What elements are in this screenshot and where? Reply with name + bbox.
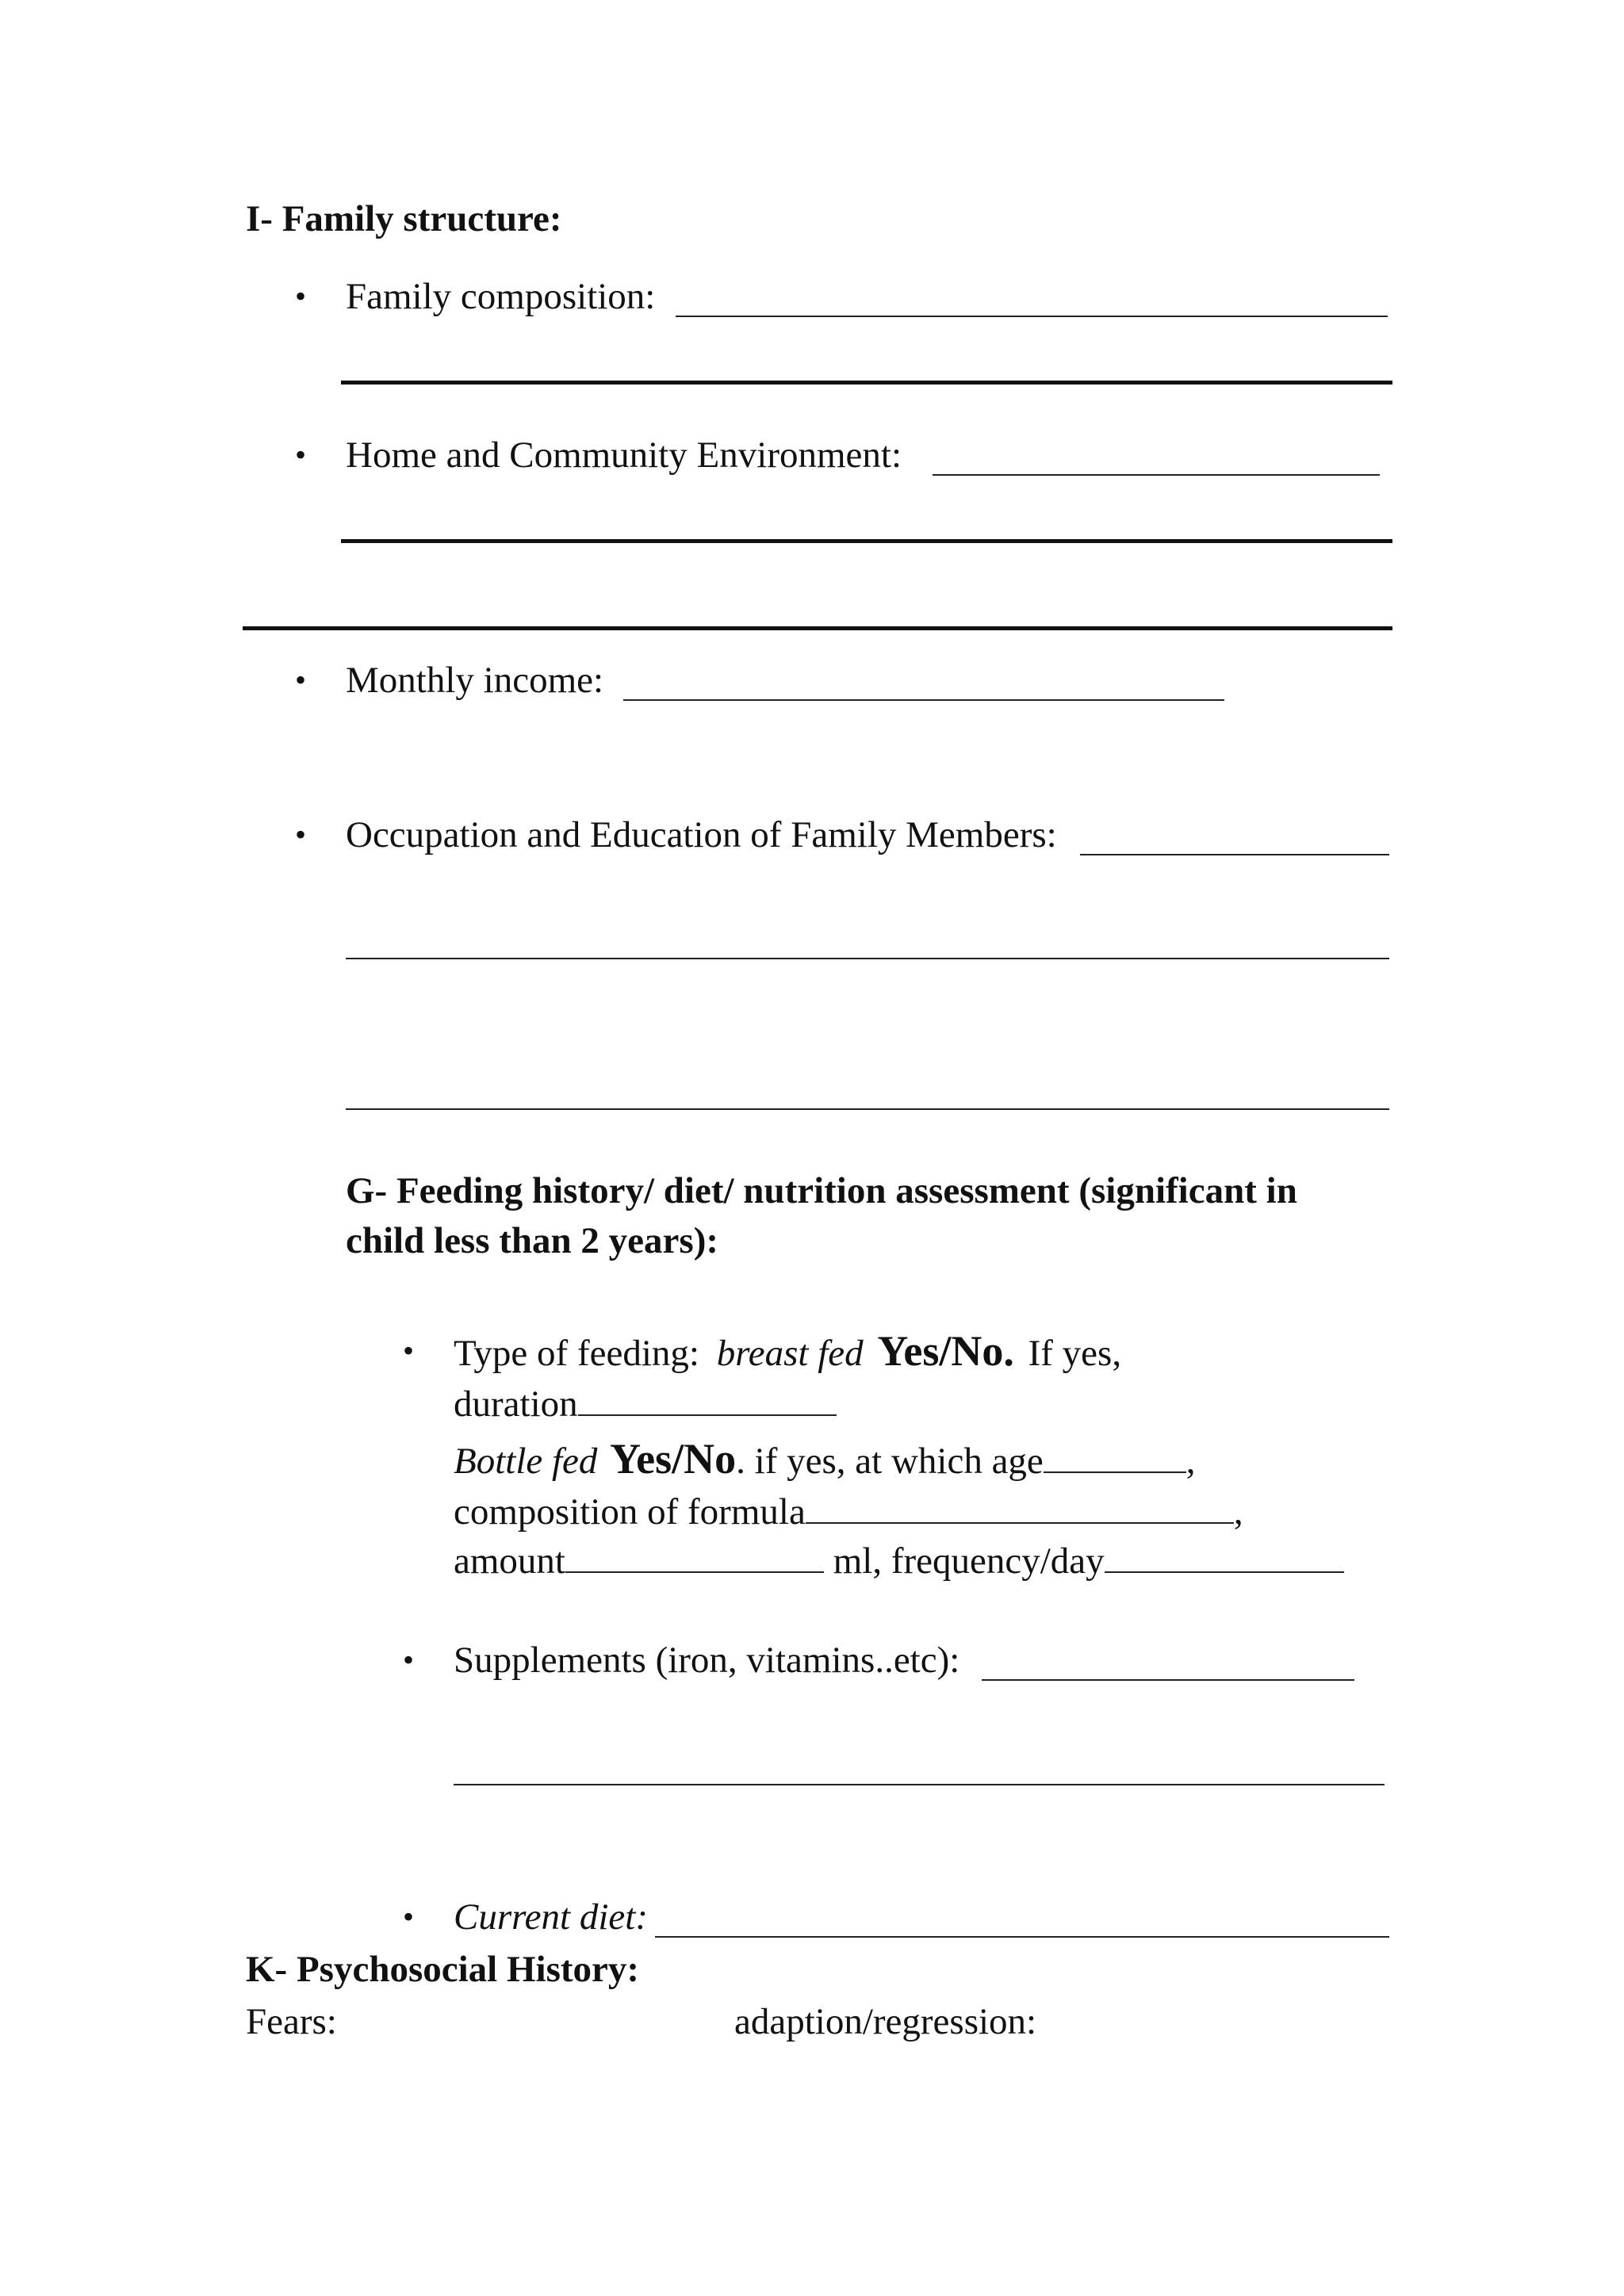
- occupation-label: Occupation and Education of Family Members:: [346, 814, 1057, 855]
- age-field[interactable]: [1044, 1437, 1186, 1473]
- if-yes-label: If yes,: [1028, 1333, 1122, 1374]
- family-composition-label: Family composition:: [346, 276, 656, 317]
- adaption-label: adaption/regression:: [734, 2001, 1037, 2042]
- duration-field[interactable]: [578, 1380, 837, 1416]
- home-environment-label: Home and Community Environment:: [346, 434, 902, 476]
- supplements-field-line2[interactable]: [454, 1784, 1385, 1785]
- monthly-income-field[interactable]: [623, 699, 1224, 701]
- amount-label: amount: [454, 1540, 565, 1582]
- section-g-heading-line1: G- Feeding history/ diet/ nutrition assessment (significant in: [346, 1170, 1297, 1211]
- monthly-income-label: Monthly income:: [346, 660, 604, 701]
- breast-fed-yes-no[interactable]: Yes/No.: [877, 1327, 1014, 1375]
- formula-label: composition of formula: [454, 1491, 806, 1533]
- home-environment-field[interactable]: [933, 474, 1380, 476]
- duration-label: duration: [454, 1383, 578, 1425]
- formula-field[interactable]: [806, 1487, 1234, 1524]
- bullet: •: [295, 437, 307, 473]
- family-composition-field[interactable]: [676, 316, 1388, 317]
- amount-line: [454, 1536, 1344, 1583]
- section-i-heading: I- Family structure:: [246, 198, 562, 239]
- bullet: •: [295, 817, 307, 852]
- duration-line: [454, 1380, 837, 1426]
- family-composition-field-line2[interactable]: [341, 381, 1392, 385]
- bullet: •: [403, 1333, 415, 1368]
- bullet: •: [295, 662, 307, 698]
- occupation-field[interactable]: [1080, 854, 1389, 855]
- supplements-label: Supplements (iron, vitamins..etc):: [454, 1640, 960, 1681]
- ml-frequency-label: ml, frequency/day: [833, 1540, 1105, 1582]
- bottle-fed-yes-no[interactable]: Yes/No: [610, 1435, 737, 1483]
- breast-fed-label: breast fed: [716, 1333, 864, 1374]
- frequency-field[interactable]: [1105, 1536, 1344, 1573]
- comma: ,: [1185, 1441, 1196, 1482]
- type-feeding-line: [454, 1329, 1121, 1376]
- section-k-heading: K- Psychosocial History:: [246, 1949, 640, 1990]
- current-diet-field[interactable]: [655, 1936, 1389, 1938]
- home-environment-field-line2[interactable]: [341, 539, 1392, 543]
- bullet: •: [403, 1642, 415, 1678]
- fears-label: Fears:: [246, 2001, 337, 2042]
- type-feeding-label: Type of feeding:: [454, 1333, 699, 1374]
- comma: ,: [1233, 1491, 1243, 1533]
- supplements-field[interactable]: [982, 1679, 1354, 1681]
- bullet: •: [295, 278, 307, 314]
- formula-line: [454, 1487, 1243, 1534]
- occupation-field-line3[interactable]: [346, 1108, 1389, 1110]
- section-g-heading-line2: child less than 2 years):: [346, 1220, 718, 1261]
- home-environment-field-line3[interactable]: [243, 626, 1392, 630]
- bottle-fed-line: [454, 1437, 1196, 1483]
- amount-field[interactable]: [565, 1536, 824, 1573]
- bottle-fed-label: Bottle fed: [454, 1441, 598, 1482]
- if-yes-age-label: . if yes, at which age: [736, 1441, 1044, 1482]
- occupation-field-line2[interactable]: [346, 958, 1389, 959]
- current-diet-label: Current diet:: [454, 1896, 648, 1938]
- bullet: •: [403, 1899, 415, 1934]
